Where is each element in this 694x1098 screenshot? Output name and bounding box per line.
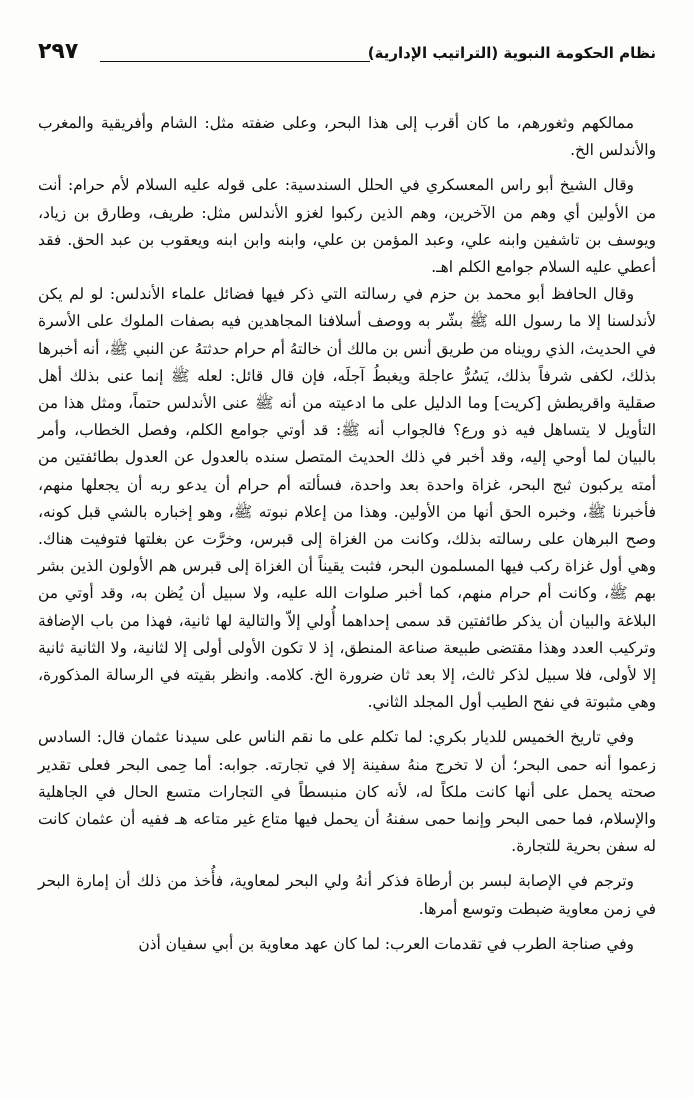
page-number: ٢٩٧ [38, 39, 79, 64]
page-header [38, 40, 656, 74]
body-text [38, 110, 656, 958]
paragraph: وترجم في الإصابة لبسر بن أرطاة فذكر أنهُ ولي البحر لمعاوية، فأُخذ من ذلك أن إمارة البحر في زمن معاوية ضبطت وتوسع أمرها. [38, 872, 656, 918]
running-title: نظام الحكومة النبوية (التراتيب الإدارية) [367, 44, 656, 62]
paragraph: ممالكهم وثغورهم، ما كان أقرب إلى هذا البحر، وعلى ضفته مثل: الشام وأفريقية والمغرب والأندلس الخ. [38, 114, 656, 160]
paragraph: وقال الشيخ أبو راس المعسكري في الحلل السندسية: على قوله عليه السلام لأم حرام: أنت من الأولين أي وهم من الآخرين، وهم الذين ركبوا لغزو الأندلس مثل: طريف، وطارق بن زياد، ويوسف بن تاشفين وابنه علي، وعبد المؤمن بن علي، وابنه وابن ابنه ويعقوب بن عبد الحق. فقد أعطي عليه السلام جوامع الكلم اهـ. [38, 176, 656, 277]
paragraph: وقال الحافظ أبو محمد بن حزم في رسالته التي ذكر فيها فضائل علماء الأندلس: لو لم يكن لأندلسنا إلا ما رسول الله ﷺ بشّر به ووصف أسلافنا المجاهدين فيه بصفات الملوك على الأسرة في الحديث، الذي رويناه من طريق أنس بن مالك أن خالتهُ أم حرام حدثتهُ عن النبي ﷺ، أنه أخبرها بذلك، لكفى شرفاً بذلك، يَسُرُّ عاجلة ويغبطُ آجلَه، فإن قال قائل: لعله ﷺ إنما عنى بذلك أهل صقلية واقريطش [كريت] وما الدليل على ما ادعيته من أنه ﷺ عنى الأندلس حتماً، ومثل هذا من التأويل لا يتساهل فيه ذو ورع؟ فالجواب أنه ﷺ: قد أوتي جوامع الكلم، وفصل الخطاب، وأمر بالبيان لما أوحي إليه، وقد أخبر في ذلك الحديث المتصل سنده بالعدول عن العدول بطائفتين من أمته يركبون ثبج البحر، غزاة واحدة بعد واحدة، فسألته أم حرام أن يدعو ربه أن يجعلها منهم، فأخبرنا ﷺ، وخبره الحق أنها من الأولين. وهذا من إعلام نبوته ﷺ، وهو إخباره بالشي قبل كونه، وصح البرهان على رسالته بذلك، وكانت من الغزاة إلى قبرس، وخرَّت عن بغلتها فتوفيت هناك. وهي أول غزاة ركب فيها المسلمون البحر، فثبت يقيناً أن الغزاة إلى قبرس هم الأولون الذين بشر بهم ﷺ، وكانت أم حرام منهم، كما أخبر صلوات الله عليه، ولا سبيل أن يُظن به، وقد أوتي من البلاغة والبيان أن يذكر طائفتين قد سمى إحداهما أُولي إلاّ والتالية لها ثانية، فهذا من باب الإضافة وتركيب العدد وهذا مقتضى طبيعة صناعة المنطق، إذ لا تكون الأولى أولى إلا لثانية، ولا الثانية ثانية إلا لأولى، فلا سبيل لذكر ثالث، إلا بعد ثان ضرورة الخ. كلامه. وانظر بقيته في الرسالة المذكورة، وهي مثبوتة في نفح الطيب أول المجلد الثاني. [38, 285, 656, 712]
paragraph: وفي صناجة الطرب في تقدمات العرب: لما كان عهد معاوية بن أبي سفيان أذن [138, 934, 634, 953]
paragraph: وفي تاريخ الخميس للديار بكري: لما تكلم على ما نقم الناس على سيدنا عثمان قال: السادس زعموا أنه حمى البحر؛ أن لا تخرج منهُ سفينة إلا في تجارته. جوابه: أما حِمى البحر فعلى تقدير صحته يحمل على أنها كانت ملكاً له، لأنه كان منبسطاً في التجارات متسع الحال في الجاهلية والإسلام، فما حمى البحر وإنما حمى سفنهُ أن يحمل فيها متاع غير متاعه هـ ففيه أن عثمان كانت له سفن بحرية للتجارة. [38, 728, 656, 856]
header-rule [100, 61, 370, 62]
